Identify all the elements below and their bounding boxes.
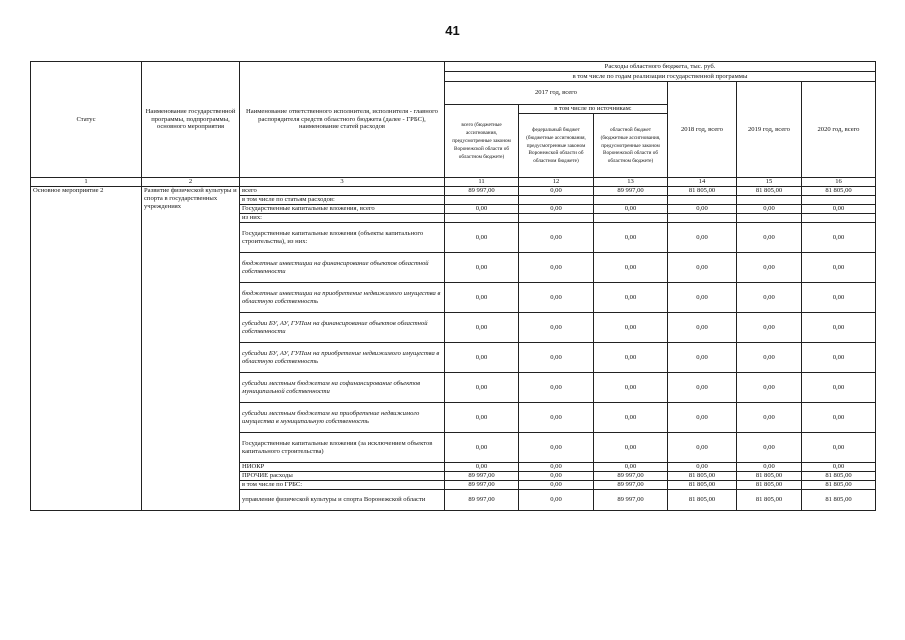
value-cell: 89 997,00 bbox=[445, 187, 519, 196]
value-cell: 0,00 bbox=[737, 373, 802, 403]
value-cell: 0,00 bbox=[668, 283, 737, 313]
value-cell: 89 997,00 bbox=[445, 481, 519, 490]
value-cell: 81 805,00 bbox=[802, 490, 876, 511]
row-label: бюджетные инвестиции на приобретение недвижимого имущества в областную собственность bbox=[240, 283, 445, 313]
header-2018: 2018 год, всего bbox=[668, 82, 737, 178]
column-number: 11 bbox=[445, 178, 519, 187]
column-number: 3 bbox=[240, 178, 445, 187]
value-cell: 0,00 bbox=[594, 403, 668, 433]
value-cell: 0,00 bbox=[445, 463, 519, 472]
value-cell bbox=[668, 214, 737, 223]
value-cell: 0,00 bbox=[668, 373, 737, 403]
column-number-row bbox=[31, 178, 876, 187]
value-cell: 89 997,00 bbox=[445, 472, 519, 481]
value-cell: 0,00 bbox=[737, 433, 802, 463]
value-cell: 0,00 bbox=[802, 343, 876, 373]
value-cell: 0,00 bbox=[519, 490, 594, 511]
value-cell: 0,00 bbox=[802, 373, 876, 403]
value-cell bbox=[802, 196, 876, 205]
header-col-regional bbox=[594, 114, 668, 178]
value-cell: 0,00 bbox=[519, 472, 594, 481]
value-cell: 0,00 bbox=[519, 283, 594, 313]
header-row-1 bbox=[31, 62, 876, 72]
value-cell: 0,00 bbox=[802, 253, 876, 283]
value-cell: 0,00 bbox=[802, 463, 876, 472]
column-number: 12 bbox=[519, 178, 594, 187]
header-status: Статус bbox=[31, 62, 142, 178]
value-cell: 81 805,00 bbox=[737, 472, 802, 481]
value-cell: 0,00 bbox=[668, 403, 737, 433]
value-cell: 81 805,00 bbox=[668, 481, 737, 490]
row-label: Государственные капитальные вложения (за исключением объектов капитального строительства) bbox=[240, 433, 445, 463]
value-cell: 0,00 bbox=[594, 463, 668, 472]
value-cell: 0,00 bbox=[594, 313, 668, 343]
header-col-total bbox=[445, 105, 519, 178]
value-cell bbox=[445, 196, 519, 205]
header-expenses-title: Расходы областного бюджета, тыс. руб. bbox=[445, 62, 876, 72]
value-cell: 81 805,00 bbox=[802, 187, 876, 196]
value-cell: 0,00 bbox=[445, 433, 519, 463]
column-number: 13 bbox=[594, 178, 668, 187]
header-by-sources: в том числе по источникам: bbox=[519, 105, 668, 114]
value-cell bbox=[519, 196, 594, 205]
value-cell: 0,00 bbox=[594, 373, 668, 403]
value-cell: 0,00 bbox=[445, 253, 519, 283]
value-cell: 0,00 bbox=[519, 253, 594, 283]
value-cell: 0,00 bbox=[445, 403, 519, 433]
value-cell: 0,00 bbox=[519, 481, 594, 490]
budget-table bbox=[30, 61, 876, 511]
value-cell: 0,00 bbox=[802, 223, 876, 253]
header-col-total-text: всего (бюджетные ассигнования, предусмотренные законом Воронежской области об областном бюджете) bbox=[452, 122, 511, 160]
column-number: 2 bbox=[142, 178, 240, 187]
value-cell: 0,00 bbox=[519, 433, 594, 463]
value-cell: 81 805,00 bbox=[668, 472, 737, 481]
value-cell: 0,00 bbox=[668, 223, 737, 253]
value-cell bbox=[594, 214, 668, 223]
value-cell bbox=[594, 196, 668, 205]
value-cell: 0,00 bbox=[737, 463, 802, 472]
value-cell: 0,00 bbox=[445, 283, 519, 313]
row-label: Государственные капитальные вложения (объекты капитального строительства), из них: bbox=[240, 223, 445, 253]
row-label: из них: bbox=[240, 214, 445, 223]
value-cell: 0,00 bbox=[519, 343, 594, 373]
value-cell: 0,00 bbox=[445, 313, 519, 343]
value-cell: 0,00 bbox=[519, 313, 594, 343]
column-number: 1 bbox=[31, 178, 142, 187]
header-col-federal bbox=[519, 114, 594, 178]
row-label: субсидии БУ, АУ, ГУПам на финансирование объектов областной собственности bbox=[240, 313, 445, 343]
value-cell: 0,00 bbox=[802, 433, 876, 463]
value-cell: 81 805,00 bbox=[668, 187, 737, 196]
header-by-years: в том числе по годам реализации государственной программы bbox=[445, 72, 876, 82]
value-cell: 0,00 bbox=[519, 463, 594, 472]
row-label: НИОКР bbox=[240, 463, 445, 472]
value-cell: 0,00 bbox=[737, 205, 802, 214]
header-2019: 2019 год, всего bbox=[737, 82, 802, 178]
value-cell: 89 997,00 bbox=[594, 187, 668, 196]
value-cell: 0,00 bbox=[594, 343, 668, 373]
value-cell: 0,00 bbox=[519, 205, 594, 214]
value-cell: 0,00 bbox=[737, 343, 802, 373]
row-label: субсидии местным бюджетам на приобретение недвижимого имущества в муниципальную собственность bbox=[240, 403, 445, 433]
value-cell: 0,00 bbox=[802, 283, 876, 313]
value-cell: 0,00 bbox=[668, 463, 737, 472]
header-program-name: Наименование государственной программы, подпрограммы, основного мероприятия bbox=[142, 62, 240, 178]
value-cell: 0,00 bbox=[668, 253, 737, 283]
row-label: ПРОЧИЕ расходы bbox=[240, 472, 445, 481]
value-cell: 81 805,00 bbox=[737, 490, 802, 511]
value-cell: 0,00 bbox=[737, 223, 802, 253]
status-cell: Основное мероприятие 2 bbox=[31, 187, 142, 511]
value-cell: 89 997,00 bbox=[445, 490, 519, 511]
value-cell: 0,00 bbox=[519, 187, 594, 196]
header-col-regional-text: областной бюджет (бюджетные ассигнования, предусмотренные законом Воронежской области об областном бюджете) bbox=[600, 126, 661, 165]
row-label: управление физической культуры и спорта Воронежской области bbox=[240, 490, 445, 511]
value-cell: 0,00 bbox=[737, 313, 802, 343]
program-cell: Развитие физической культуры и спорта в государственных учреждениях bbox=[142, 187, 240, 511]
value-cell: 0,00 bbox=[802, 403, 876, 433]
value-cell: 0,00 bbox=[594, 205, 668, 214]
row-label: в том числе по статьям расходов: bbox=[240, 196, 445, 205]
value-cell bbox=[802, 214, 876, 223]
value-cell: 0,00 bbox=[737, 253, 802, 283]
column-number: 15 bbox=[737, 178, 802, 187]
column-number: 16 bbox=[802, 178, 876, 187]
value-cell: 0,00 bbox=[445, 223, 519, 253]
value-cell bbox=[519, 214, 594, 223]
value-cell: 0,00 bbox=[594, 253, 668, 283]
value-cell: 0,00 bbox=[668, 205, 737, 214]
value-cell: 0,00 bbox=[445, 205, 519, 214]
value-cell: 81 805,00 bbox=[737, 481, 802, 490]
value-cell: 0,00 bbox=[668, 313, 737, 343]
value-cell: 0,00 bbox=[445, 373, 519, 403]
value-cell: 81 805,00 bbox=[802, 481, 876, 490]
value-cell bbox=[737, 196, 802, 205]
value-cell: 0,00 bbox=[594, 283, 668, 313]
value-cell: 0,00 bbox=[519, 403, 594, 433]
row-label: бюджетные инвестиции на финансирование объектов областной собственности bbox=[240, 253, 445, 283]
value-cell: 89 997,00 bbox=[594, 472, 668, 481]
column-number: 14 bbox=[668, 178, 737, 187]
value-cell: 0,00 bbox=[802, 313, 876, 343]
value-cell: 0,00 bbox=[668, 433, 737, 463]
row-label: Государственные капитальные вложения, всего bbox=[240, 205, 445, 214]
value-cell: 81 805,00 bbox=[668, 490, 737, 511]
value-cell: 89 997,00 bbox=[594, 490, 668, 511]
value-cell bbox=[737, 214, 802, 223]
header-2017: 2017 год, всего bbox=[445, 82, 668, 105]
value-cell: 81 805,00 bbox=[737, 187, 802, 196]
value-cell: 0,00 bbox=[445, 343, 519, 373]
row-label: субсидии местным бюджетам на софинансирование объектов муниципальной собственности bbox=[240, 373, 445, 403]
value-cell: 0,00 bbox=[519, 373, 594, 403]
value-cell: 81 805,00 bbox=[802, 472, 876, 481]
value-cell bbox=[668, 196, 737, 205]
value-cell: 0,00 bbox=[594, 223, 668, 253]
value-cell: 0,00 bbox=[737, 403, 802, 433]
value-cell bbox=[445, 214, 519, 223]
value-cell: 0,00 bbox=[737, 283, 802, 313]
row-label: в том числе по ГРБС: bbox=[240, 481, 445, 490]
row-label: всего bbox=[240, 187, 445, 196]
header-2020: 2020 год, всего bbox=[802, 82, 876, 178]
header-executor: Наименование ответственного исполнителя, исполнителя - главного распорядителя средств областного бюджета (далее - ГРБС), наименование статей расходов bbox=[240, 62, 445, 178]
value-cell: 0,00 bbox=[594, 433, 668, 463]
page-number: 41 bbox=[445, 23, 460, 38]
table-row bbox=[31, 187, 876, 196]
header-col-federal-text: федеральный бюджет (бюджетные ассигнования, предусмотренные законом Воронежской области об областном бюджете) bbox=[526, 126, 586, 165]
value-cell: 0,00 bbox=[519, 223, 594, 253]
row-label: субсидии БУ, АУ, ГУПам на приобретение недвижимого имущества в областную собственность bbox=[240, 343, 445, 373]
value-cell: 0,00 bbox=[802, 205, 876, 214]
value-cell: 0,00 bbox=[668, 343, 737, 373]
value-cell: 89 997,00 bbox=[594, 481, 668, 490]
